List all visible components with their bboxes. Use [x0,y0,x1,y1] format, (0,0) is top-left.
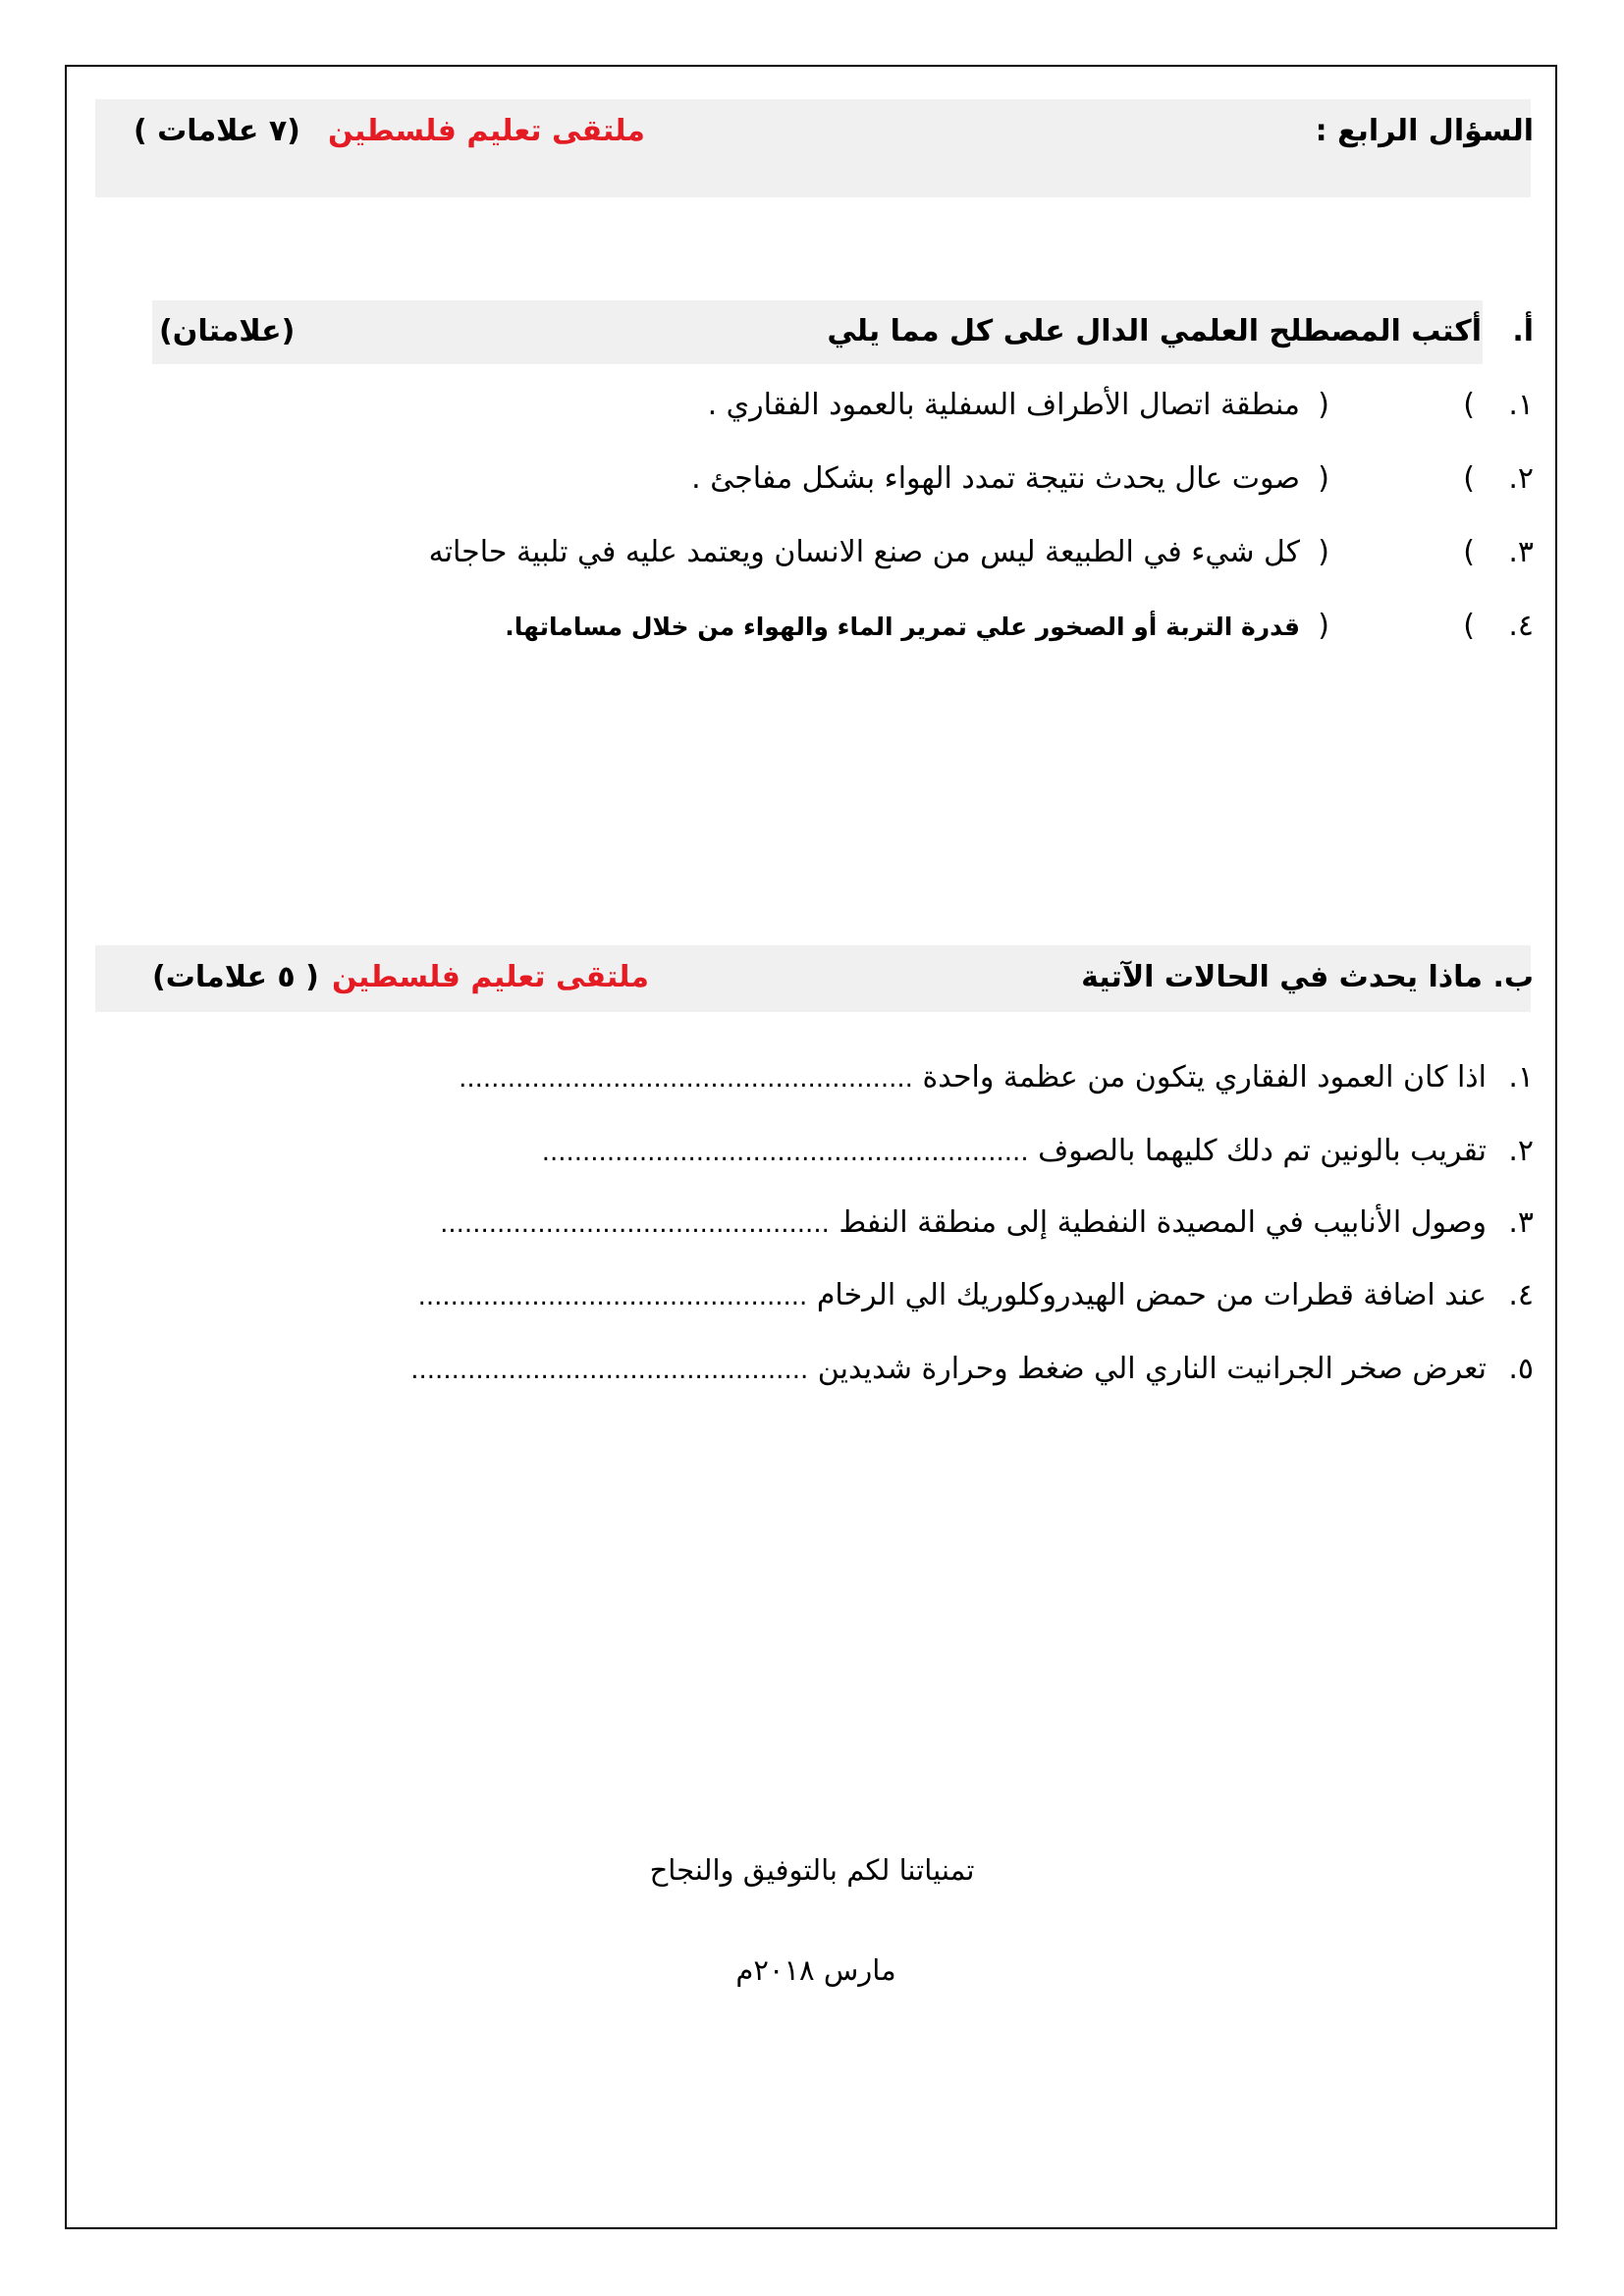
open-paren: ) [1463,461,1475,496]
list-item [159,388,1534,427]
item-text: صوت عال يحدث نتيجة تمدد الهواء بشكل مفاجئ . [691,461,1300,496]
item-text: قدرة التربة أو الصخور علي تمرير الماء والهواء من خلال مساماتها. [505,613,1300,641]
item-number: ١. [1508,388,1534,422]
question-title: السؤال الرابع : [1315,114,1534,148]
part-a-heading: أكتب المصطلح العلمي الدال على كل مما يلي [827,314,1482,348]
close-paren: ( [1318,535,1329,569]
item-question: تقريب بالونين تم دلك كليهما بالصوف [1038,1134,1487,1168]
item-number: ٤. [1508,1278,1534,1312]
item-number: ٢. [1508,461,1534,496]
list-item [159,461,1534,501]
part-b-heading: ب. ماذا يحدث في الحالات الآتية [1081,960,1534,994]
close-paren: ( [1318,461,1329,496]
item-number: ٣. [1508,535,1534,569]
item-number: ٤. [1508,609,1534,643]
list-item [159,1060,1534,1099]
item-text [542,1134,1487,1168]
list-item [159,1205,1534,1245]
answer-line: ........................................................ [459,1064,913,1094]
item-question: تعرض صخر الجرانيت الناري الي ضغط وحرارة شديدين [817,1352,1487,1386]
item-number: ١. [1508,1060,1534,1095]
answer-line: ................................................ [417,1282,808,1311]
list-item [159,1134,1534,1173]
closing-wish: تمنياتنا لكم بالتوفيق والنجاح [649,1853,975,1887]
answer-line: ................................................ [440,1209,830,1239]
close-paren: ( [1318,388,1329,422]
brand-label: ملتقى تعليم فلسطين [332,960,649,994]
list-item [159,609,1534,648]
list-item [159,1352,1534,1391]
answer-line: ................................................. [410,1356,809,1385]
brand-label: ملتقى تعليم فلسطين [328,114,645,148]
item-question: اذا كان العمود الفقاري يتكون من عظمة واحدة [922,1060,1487,1095]
item-text [410,1352,1487,1386]
item-question: عند اضافة قطرات من حمض الهيدروكلوريك الي الرخام [816,1278,1487,1312]
open-paren: ) [1463,535,1475,569]
item-text [418,1278,1487,1312]
item-text: منطقة اتصال الأطراف السفلية بالعمود الفقاري . [707,388,1300,422]
item-text: كل شيء في الطبيعة ليس من صنع الانسان ويعتمد عليه في تلبية حاجاته [428,535,1300,569]
list-item [159,1278,1534,1317]
item-number: ٥. [1508,1352,1534,1386]
part-a-marks: (علامتان) [159,314,296,348]
exam-date: مارس ٢٠١٨م [735,1953,896,1987]
list-item [159,535,1534,574]
part-a-label: أ. [1512,314,1534,348]
item-text [440,1205,1487,1240]
question-marks: (٧ علامات ) [134,114,300,148]
part-b-marks: ( ٥ علامات) [152,960,319,994]
item-question: وصول الأنابيب في المصيدة النفطية إلى منطقة النفط [839,1205,1487,1240]
open-paren: ) [1463,609,1475,643]
open-paren: ) [1463,388,1475,422]
item-number: ٢. [1508,1134,1534,1168]
item-text [459,1060,1487,1095]
close-paren: ( [1318,609,1329,643]
item-number: ٣. [1508,1205,1534,1240]
answer-line: ............................................................ [541,1138,1029,1167]
